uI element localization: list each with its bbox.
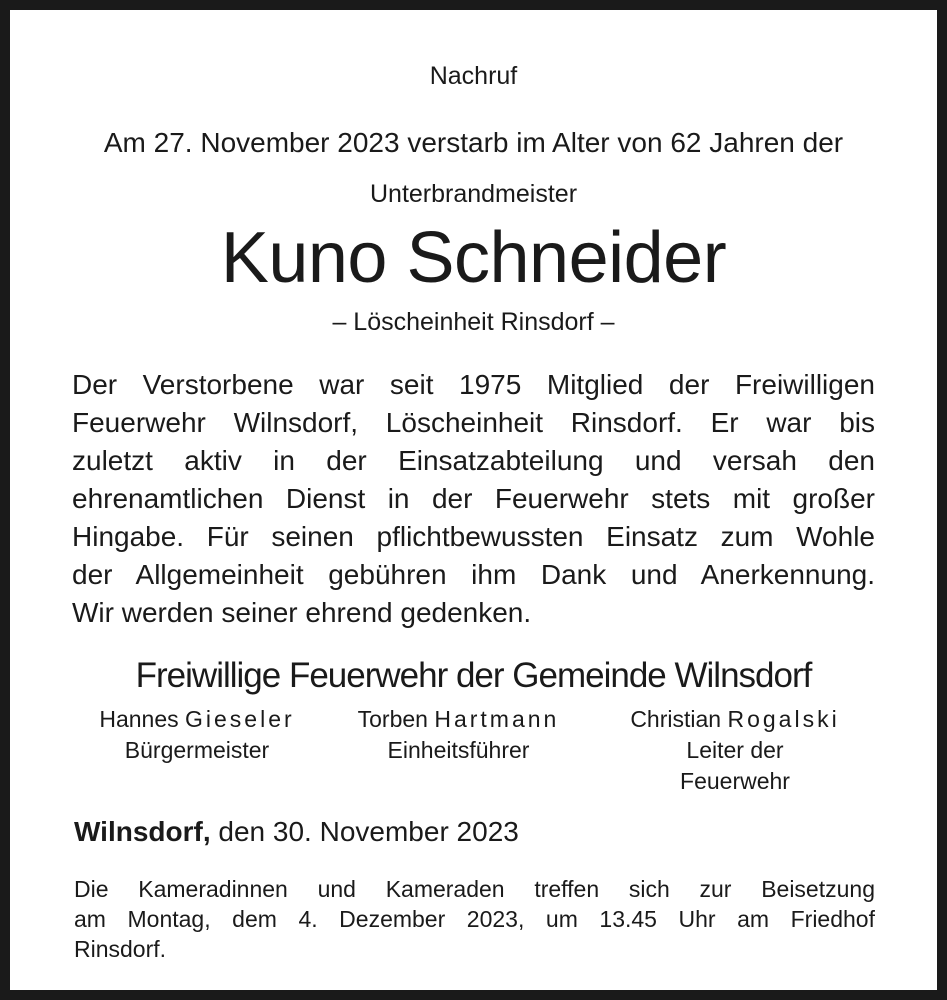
signer-last-name: Rogalski xyxy=(727,706,840,732)
signer-role: Leiter der xyxy=(686,737,784,763)
body-text xyxy=(72,366,875,632)
notice-line: Die Kameradinnen und Kameraden treffen sich zur Beisetzung xyxy=(74,876,875,902)
body-line: Hingabe. Für seinen pflichtbewussten Einsatz zum Wohle xyxy=(72,521,875,552)
notice-line: am Montag, dem 4. Dezember 2023, um 13.45 Uhr am Friedhof xyxy=(74,906,875,932)
place-town: Wilnsdorf, xyxy=(74,816,211,847)
signer-last-name: Hartmann xyxy=(434,706,560,732)
organization-name: Freiwillige Feuerwehr der Gemeinde Wilnsdorf xyxy=(135,656,812,695)
signer-name xyxy=(595,704,875,735)
place-date xyxy=(74,814,875,850)
rank-title: Unterbrandmeister xyxy=(369,180,578,208)
signer-role: Einheitsführer xyxy=(387,737,530,763)
intro-line: Am 27. November 2023 verstarb im Alter von 62 Jahren der xyxy=(103,127,844,158)
signer xyxy=(329,704,589,797)
body-line: ehrenamtlichen Dienst in der Feuerwehr stets mit großer xyxy=(72,483,875,514)
signer-name xyxy=(329,704,589,735)
signer xyxy=(595,704,875,797)
signer-first-name: Torben xyxy=(357,706,428,732)
signer xyxy=(72,704,322,797)
body-line: Wir werden seiner ehrend gedenken. xyxy=(72,597,532,628)
place-date-text: den 30. November 2023 xyxy=(218,816,519,847)
signer-last-name: Gieseler xyxy=(185,706,295,732)
funeral-notice xyxy=(74,874,875,964)
body-line: Feuerwehr Wilnsdorf, Löscheinheit Rinsdorf. Er war bis xyxy=(72,407,875,438)
deceased-name: Kuno Schneider xyxy=(220,218,727,298)
signers xyxy=(72,704,875,797)
body-line: zuletzt aktiv in der Einsatzabteilung und versah den xyxy=(72,445,875,476)
notice-line: Rinsdorf. xyxy=(74,936,167,962)
signer-role: Feuerwehr xyxy=(680,768,790,794)
heading: Nachruf xyxy=(429,62,518,90)
signer-first-name: Hannes xyxy=(99,706,179,732)
body-line: der Allgemeinheit gebühren ihm Dank und Anerkennung. xyxy=(72,559,875,590)
signer-role: Bürgermeister xyxy=(124,737,270,763)
body-line: Der Verstorbene war seit 1975 Mitglied der Freiwilligen xyxy=(72,369,875,400)
unit-name: – Löscheinheit Rinsdorf – xyxy=(332,308,615,336)
signer-name xyxy=(72,704,322,735)
signer-first-name: Christian xyxy=(630,706,722,732)
